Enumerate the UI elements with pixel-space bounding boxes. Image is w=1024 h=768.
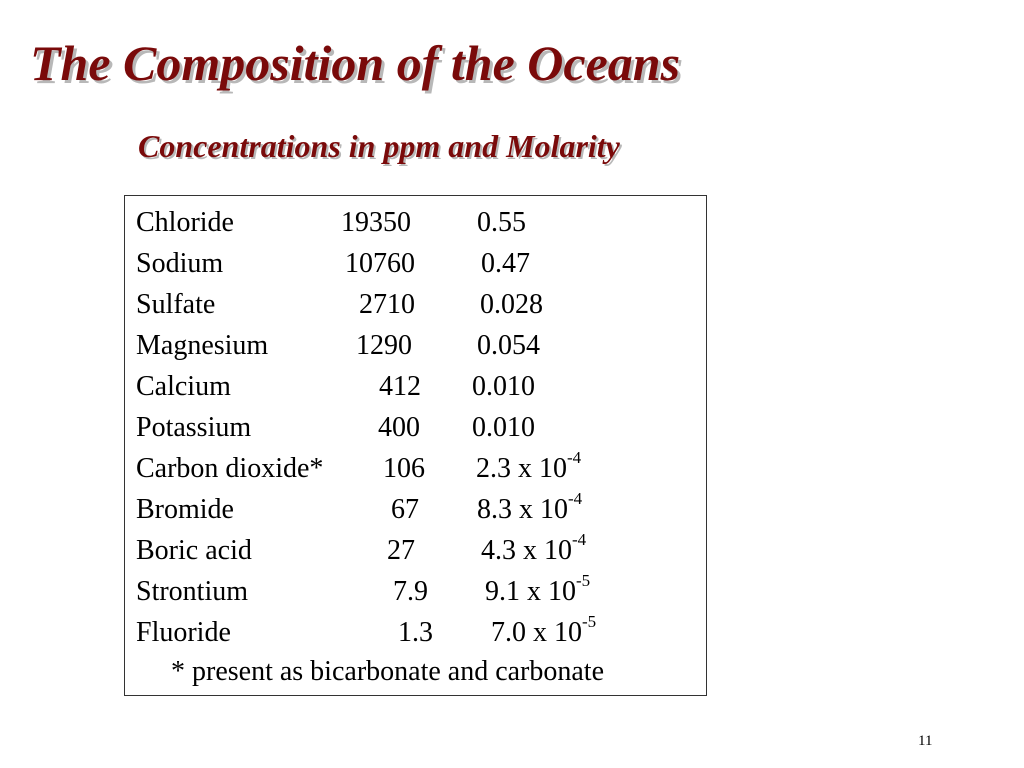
ppm-value: 10760 — [345, 248, 415, 279]
slide-title: The Composition of the Oceans — [30, 35, 681, 91]
table-row — [125, 368, 706, 406]
ppm-value: 106 — [383, 453, 425, 484]
molarity-value: 0.054 — [477, 330, 540, 361]
ppm-value: 1.3 — [398, 617, 433, 648]
ion-name: Boric acid — [136, 535, 252, 566]
molarity-value: 4.3 x $10^{-4}$ — [481, 529, 587, 566]
ion-name: Carbon dioxide* — [136, 453, 324, 484]
page-number: 11 — [918, 733, 933, 749]
table-row — [125, 204, 706, 242]
table-row — [125, 570, 706, 611]
ion-name: Sulfate — [136, 289, 216, 320]
ppm-value: 67 — [391, 494, 419, 525]
molarity-value: 2.3 x $10^{-4}$ — [476, 447, 582, 484]
table-footnote: * present as bicarbonate and carbonate — [171, 656, 605, 687]
molarity-value: 0.55 — [477, 207, 526, 238]
composition-table — [124, 195, 707, 696]
table-row — [125, 245, 706, 283]
molarity-value: 8.3 x $10^{-4}$ — [477, 488, 583, 525]
ppm-value: 412 — [379, 371, 421, 402]
molarity-value: 9.1 x $10^{-5}$ — [485, 570, 591, 607]
table-row — [125, 286, 706, 324]
table-row — [125, 529, 706, 570]
ppm-value: 7.9 — [393, 576, 428, 607]
ppm-value: 19350 — [341, 207, 411, 238]
ion-name: Magnesium — [136, 330, 269, 361]
molarity-value: 0.47 — [481, 248, 530, 279]
table-row — [125, 611, 706, 652]
ppm-value: 2710 — [359, 289, 415, 320]
ion-name: Fluoride — [136, 617, 231, 648]
ppm-value: 27 — [387, 535, 415, 566]
table-row — [125, 327, 706, 365]
ion-name: Calcium — [136, 371, 231, 402]
molarity-value: 0.010 — [472, 371, 535, 402]
ppm-value: 1290 — [356, 330, 412, 361]
table-row — [125, 409, 706, 447]
slide-subtitle: Concentrations in ppm and Molarity — [138, 128, 620, 164]
ppm-value: 400 — [378, 412, 420, 443]
ion-name: Potassium — [136, 412, 252, 443]
ion-name: Strontium — [136, 576, 249, 607]
molarity-value: 0.028 — [480, 289, 543, 320]
table-row — [125, 447, 706, 488]
table-row — [125, 488, 706, 529]
ion-name: Sodium — [136, 248, 224, 279]
molarity-value: 7.0 x $10^{-5}$ — [491, 611, 597, 648]
molarity-value: 0.010 — [472, 412, 535, 443]
ion-name: Bromide — [136, 494, 234, 525]
ion-name: Chloride — [136, 207, 234, 238]
